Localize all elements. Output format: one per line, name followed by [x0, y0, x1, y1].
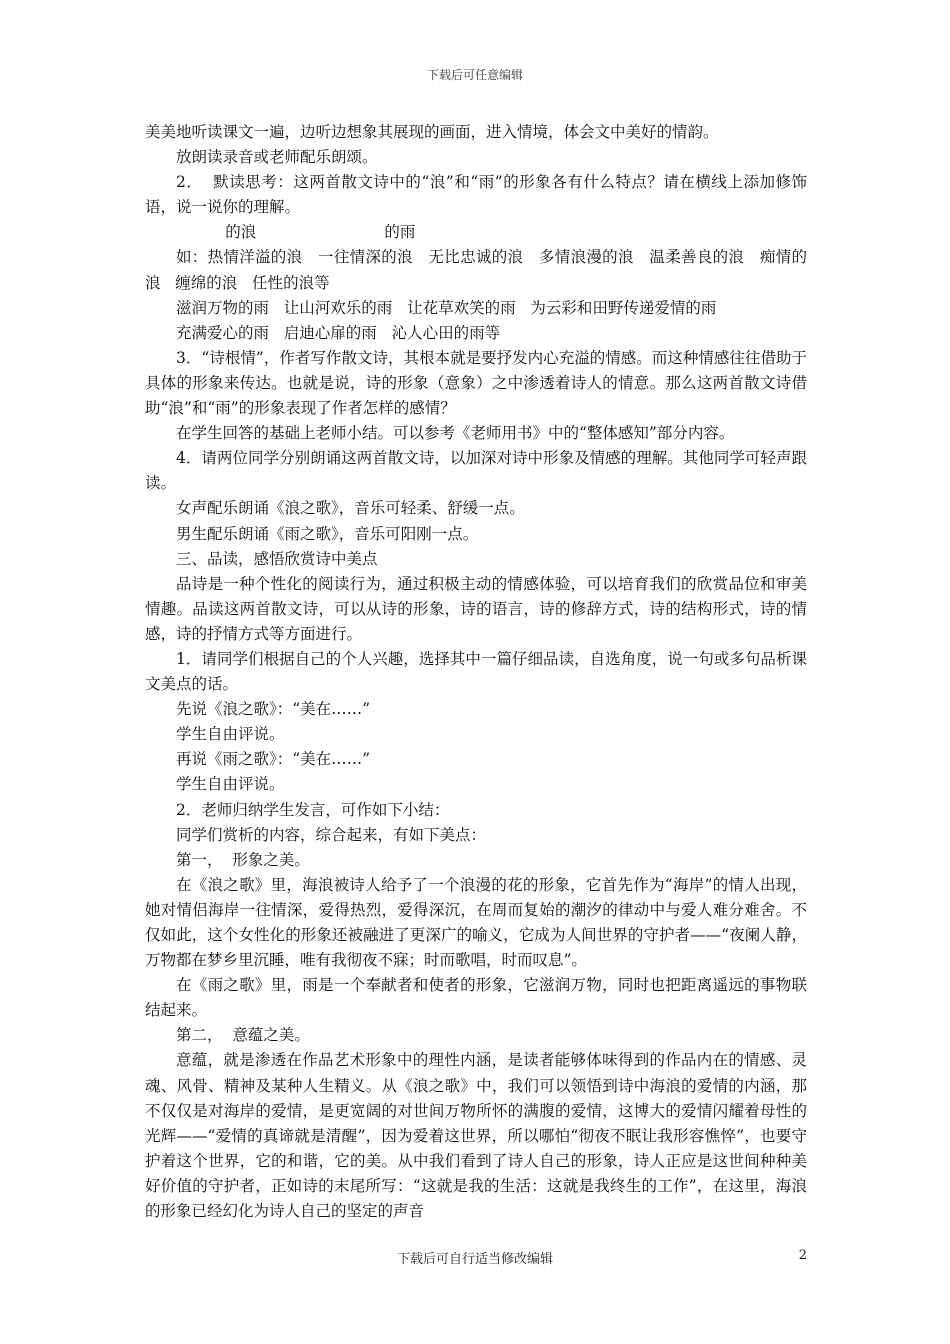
paragraph: 充满爱心的雨 启迪心扉的雨 沁人心田的雨等	[176, 323, 501, 342]
paragraph: 男生配乐朗诵《雨之歌》，音乐可阳刚一点。	[176, 524, 479, 543]
paragraph: 在《雨之歌》里，雨是一个奉献者和使者的形象，它滋润万物，同时也把距离遥远的事物联结起来。	[145, 976, 807, 1020]
paragraph: 4．请两位同学分别朗诵这两首散文诗，以加深对诗中形象及情感的理解。其他同学可轻声跟读。	[145, 449, 807, 493]
paragraph: 在学生回答的基础上老师小结。可以参考《老师用书》中的“整体感知”部分内容。	[176, 424, 735, 443]
paragraph: 学生自由评说。	[176, 775, 285, 794]
paragraph: 第一， 形象之美。	[176, 850, 310, 869]
paragraph: 2． 默读思考：这两首散文诗中的“浪”和“雨”的形象各有什么特点？请在横线上添加修饰语，说一说你的理解。	[145, 173, 807, 217]
document-body	[145, 120, 807, 1224]
paragraph: 学生自由评说。	[176, 725, 285, 744]
paragraph: 意蕴，就是渗透在作品艺术形象中的理性内涵，是读者能够体味得到的作品内在的情感、灵魂、风骨、精神及某种人生精义。从《浪之歌》中，我们可以领悟到诗中海浪的爱情的内涵，那不仅仅是对海岸的爱情，是更宽阔的对世间万物所怀的满腹的爱情，这博大的爱情闪耀着母性的光辉——“爱情的真谛就是清醒”，因为爱着这世界，所以哪怕“彻夜不眠让我形容憔悴”，也要守护着这个世界，它的和谐，它的美。从中我们看到了诗人自己的形象，诗人正应是这世间种种美好价值的守护者，正如诗的末尾所写：“这就是我的生活：这就是我终生的工作”，在这里，海浪的形象已经幻化为诗人自己的坚定的声音	[145, 1051, 807, 1221]
paragraph: 同学们赏析的内容，综合起来，有如下美点：	[176, 825, 487, 844]
paragraph: 2．老师归纳学生发言，可作如下小结：	[176, 800, 450, 819]
paragraph: 1．请同学们根据自己的个人兴趣，选择其中一篇仔细品读，自选角度，说一句或多句品析课文美点的话。	[145, 649, 807, 694]
paragraph: 放朗读录音或老师配乐朗颂。	[176, 148, 378, 167]
paragraph: 的浪 的雨	[176, 223, 416, 242]
paragraph: 第二， 意蕴之美。	[176, 1026, 310, 1045]
paragraph: 女声配乐朗诵《浪之歌》，音乐可轻柔、舒缓一点。	[176, 499, 525, 518]
paragraph: 如：热情洋溢的浪 一往情深的浪 无比忠诚的浪 多情浪漫的浪 温柔善良的浪 痴情的浪 缠绵的浪 任性的浪等	[145, 248, 807, 292]
paragraph: 滋润万物的雨 让山河欢乐的雨 让花草欢笑的雨 为云彩和田野传递爱情的雨	[176, 298, 717, 317]
paragraph: 品诗是一种个性化的阅读行为，通过积极主动的情感体验，可以培育我们的欣赏品位和审美情趣。品读这两首散文诗，可以从诗的形象，诗的语言，诗的修辞方式，诗的结构形式，诗的情感，诗的抒情方式等方面进行。	[145, 574, 807, 643]
paragraph: 三、品读，感悟欣赏诗中美点	[176, 549, 378, 568]
page-number: 2	[798, 1248, 807, 1263]
page-footer: 下载后可自行适当修改编辑	[396, 1252, 553, 1267]
paragraph: 再说《雨之歌》：“美在……”	[176, 750, 371, 769]
paragraph: 3．“诗根情”，作者写作散文诗，其根本就是要抒发内心充溢的情感。而这种情感往往借助于具体的形象来传达。也就是说，诗的形象（意象）之中渗透着诗人的情意。那么这两首散文诗借助“浪”和“雨”的形象表现了作者怎样的感情？	[145, 348, 807, 418]
paragraph: 美美地听读课文一遍，边听边想象其展现的画面，进入情境，体会文中美好的情韵。	[145, 123, 719, 141]
page-header: 下载后可任意编辑	[426, 68, 523, 82]
paragraph: 在《浪之歌》里，海浪被诗人给予了一个浪漫的花的形象，它首先作为“海岸”的情人出现，她对情侣海岸一往情深，爱得热烈，爱得深沉，在周而复始的潮汐的律动中与爱人难分难舍。不仅如此，这个女性化的形象还被融进了更深广的喻义，它成为人间世界的守护者——“夜阑人静，万物都在梦乡里沉睡，唯有我彻夜不寐；时而歌唱，时而叹息”。	[145, 875, 807, 970]
paragraph: 先说《浪之歌》：“美在……”	[176, 700, 371, 719]
